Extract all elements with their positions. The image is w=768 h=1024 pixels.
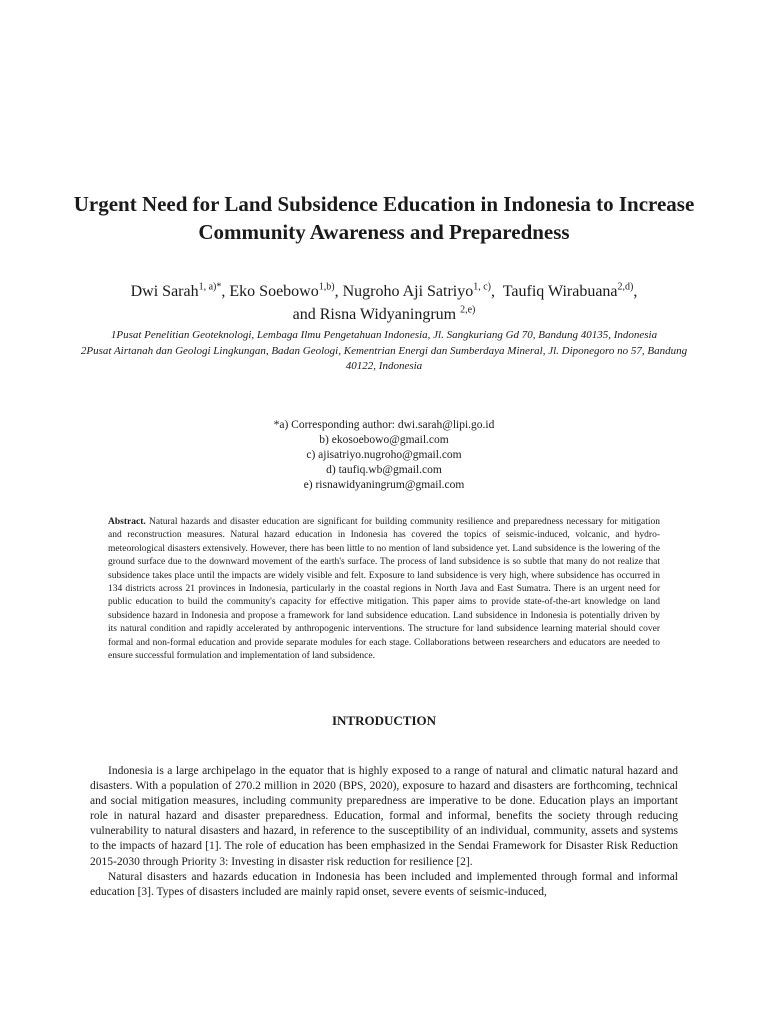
email-line: *a) Corresponding author: dwi.sarah@lipi.go.id <box>273 419 495 431</box>
abstract <box>108 516 660 663</box>
email-line: d) taufiq.wb@gmail.com <box>326 464 442 476</box>
author-name: Dwi Sarah <box>130 283 199 300</box>
affiliation: 1Pusat Penelitian Geoteknologi, Lembaga Ilmu Pengetahuan Indonesia, Jl. Sangkuriang Gd 70, Bandung 40135, Indonesia <box>110 329 658 341</box>
affiliation-list <box>80 328 688 375</box>
author-affiliation-marker: 2,d) <box>617 281 634 293</box>
author-name: Eko Soebowo <box>229 283 319 300</box>
email-line: e) risnawidyaningrum@gmail.com <box>303 479 465 491</box>
paper-title: Urgent Need for Land Subsidence Education in Indonesia to Increase Community Awareness and Preparedness <box>73 192 695 244</box>
author-affiliation-marker: 2,e) <box>460 304 476 316</box>
body-paragraph: Indonesia is a large archipelago in the equator that is highly exposed to a range of natural and climatic natural hazard and disasters. With a population of 270.2 million in 2020 (BPS, 2020), exposure to hazard and disasters are forthcoming, technical and social mitigation measures, including community preparedness are imperative to be done. Education plays an important role in natural hazard and disaster preparedness. Education, formal and informal, benefits the society through reducing vulnerability to natural disasters and hazard, in reference to the susceptibility of an individual, community, assets and systems to the impacts of hazard [1]. The role of education has been emphasized in the Sendai Framework for Disaster Risk Reduction 2015-2030 through Priority 3: Investing in disaster risk reduction for resilience [2]. <box>90 765 678 868</box>
section-heading-introduction: INTRODUCTION <box>331 713 436 728</box>
author-affiliation-marker: 1,b) <box>318 281 335 293</box>
author-affiliation-marker: 1, c) <box>473 281 492 293</box>
contact-email-list <box>160 418 608 493</box>
affiliation: 2Pusat Airtanah dan Geologi Lingkungan, Badan Geologi, Kementrian Energi dan Sumberdaya Mineral, Jl. Diponegoro no 57, Bandung 40122, Indonesia <box>80 345 688 372</box>
introduction-body <box>90 764 678 900</box>
abstract-text: Natural hazards and disaster education are significant for building community resilience and preparedness necessary for mitigation and reconstruction measures. Natural hazard education in Indonesia has covered the topics of seismic-induced, volcanic, and hydro-meteorological disasters extensively. However, there has been little to no mention of land subsidence yet. Land subsidence is the lowering of the ground surface due to the downward movement of the earth's surface. The process of land subsidence is so subtle that many do not realize that subsidence takes place until the impacts are widely visible and felt. Exposure to land subsidence is very high, where subsidence has occurred in 134 districts across 21 provinces in Indonesia, particularly in the coastal regions in North Java and East Sumatra. There is an urgent need for public education to build the community's capacity for effective mitigation. This paper aims to provide state-of-the-art knowledge on land subsidence hazard in Indonesia and propose a framework for land subsidence education. Land subsidence in Indonesia is potentially driven by its natural condition and rapidly accelerated by anthropogenic interventions. The structure for land subsidence learning material should cover formal and non-formal education and provide separate modules for each stage. Collaborations between researchers and educators are needed to ensure successful formulation and implementation of land subsidence. <box>108 517 660 662</box>
author-name: Risna Widyaningrum <box>319 306 457 323</box>
author-name: Taufiq Wirabuana <box>502 283 618 300</box>
abstract-label: Abstract. <box>108 517 146 527</box>
author-name: Nugroho Aji Satriyo <box>342 283 474 300</box>
author-list: Dwi Sarah$^{1, a)*}$, Eko Soebowo$^{1,b)}$, Nugroho Aji Satriyo$^{1, c)}$, Taufiq Wirabuana$^{2,d)}$, and Risna Widyaningrum $^{2,e)}$ <box>130 281 638 323</box>
author-affiliation-marker: 1, a)* <box>198 281 222 293</box>
email-line: c) ajisatriyo.nugroho@gmail.com <box>306 449 462 461</box>
body-paragraph: Natural disasters and hazards education in Indonesia has been included and implemented through formal and informal education [3]. Types of disasters included are mainly rapid onset, severe events of seismic-induced, <box>90 870 678 898</box>
email-line: b) ekosoebowo@gmail.com <box>319 434 449 446</box>
